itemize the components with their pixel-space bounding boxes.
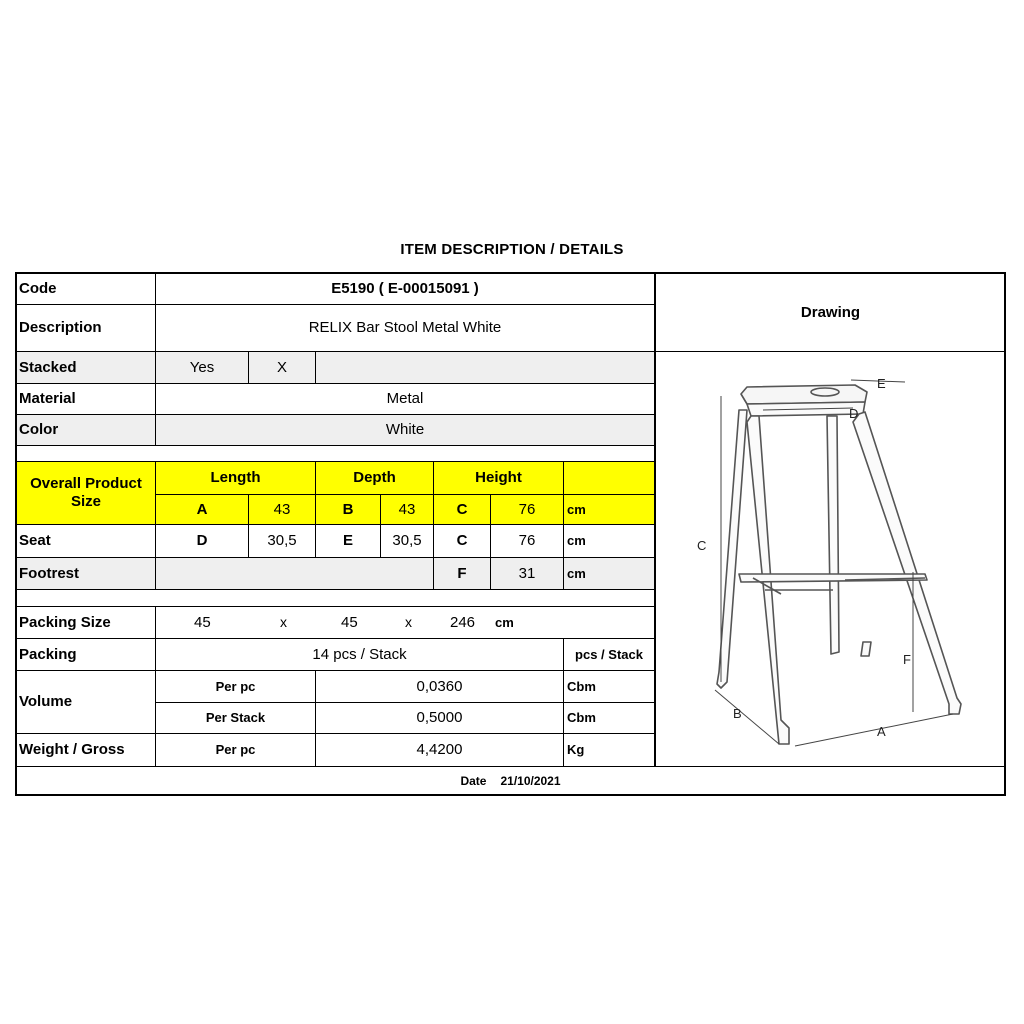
- packing-unit: pcs / Stack: [564, 639, 655, 671]
- seat-c-key: C: [434, 525, 491, 558]
- height-header: Height: [434, 462, 564, 495]
- volume-per-pc-label: Per pc: [156, 671, 316, 703]
- overall-header-blank: [564, 462, 655, 495]
- weight-value: 4,4200: [316, 734, 564, 766]
- length-header: Length: [156, 462, 316, 495]
- packing-size-x2: x: [405, 614, 412, 631]
- overall-size-label: Overall Product Size: [17, 462, 156, 525]
- code-label: Code: [17, 274, 156, 305]
- color-label: Color: [17, 415, 156, 446]
- dim-label-f: F: [903, 652, 911, 667]
- packing-size-unit: cm: [495, 614, 514, 630]
- seat-e-value: 30,5: [381, 525, 434, 558]
- footrest-blank: [156, 558, 434, 590]
- stool-outline: [717, 385, 961, 744]
- packing-size-x1: x: [280, 614, 287, 631]
- overall-b-key: B: [316, 495, 381, 525]
- volume-per-pc-unit: Cbm: [564, 671, 655, 703]
- stacked-label: Stacked: [17, 352, 156, 384]
- volume-per-stack-label: Per Stack: [156, 703, 316, 734]
- code-value: E5190 ( E-00015091 ): [156, 274, 655, 305]
- dim-label-b: B: [733, 706, 742, 721]
- date-row: [17, 766, 1004, 795]
- packing-size-height: 246: [450, 613, 476, 631]
- packing-size-label: Packing Size: [17, 607, 156, 639]
- spec-sheet: [15, 272, 1006, 796]
- drawing-divider: [655, 274, 656, 766]
- footrest-unit: cm: [564, 558, 655, 590]
- footrest-label: Footrest: [17, 558, 156, 590]
- footrest-f-key: F: [434, 558, 491, 590]
- packing-size-depth: 45: [341, 613, 358, 631]
- overall-c-value: 76: [491, 495, 564, 525]
- depth-header: Depth: [316, 462, 434, 495]
- spacer-row-2: [17, 590, 655, 607]
- seat-unit: cm: [564, 525, 655, 558]
- description-label: Description: [17, 305, 156, 352]
- date-value: 21/10/2021: [500, 774, 561, 788]
- spacer-row: [17, 446, 655, 462]
- seat-d-key: D: [156, 525, 249, 558]
- dim-label-a: A: [877, 724, 886, 739]
- stacked-option: Yes: [156, 352, 249, 384]
- document-title: ITEM DESCRIPTION / DETAILS: [400, 241, 624, 258]
- drawing-header: Drawing: [655, 274, 1006, 352]
- bar-stool-drawing: [655, 352, 1006, 766]
- weight-per-label: Per pc: [156, 734, 316, 766]
- footrest-f-value: 31: [491, 558, 564, 590]
- description-value: RELIX Bar Stool Metal White: [156, 305, 655, 352]
- material-label: Material: [17, 384, 156, 415]
- seat-e-key: E: [316, 525, 381, 558]
- weight-unit: Kg: [564, 734, 655, 766]
- dim-label-e: E: [877, 376, 886, 391]
- packing-value: 14 pcs / Stack: [156, 639, 564, 671]
- volume-per-stack-unit: Cbm: [564, 703, 655, 734]
- overall-a-value: 43: [249, 495, 316, 525]
- volume-per-pc-value: 0,0360: [316, 671, 564, 703]
- color-value: White: [156, 415, 655, 446]
- overall-unit: cm: [564, 495, 655, 525]
- drawing-panel: [655, 352, 1006, 766]
- weight-label: Weight / Gross: [17, 734, 156, 766]
- overall-b-value: 43: [381, 495, 434, 525]
- packing-size-width: 45: [194, 613, 211, 631]
- dim-label-c: C: [697, 538, 707, 553]
- dim-line-a: [795, 714, 953, 746]
- packing-label: Packing: [17, 639, 156, 671]
- stacked-mark: X: [249, 352, 316, 384]
- seat-d-value: 30,5: [249, 525, 316, 558]
- dim-line-b: [715, 690, 779, 744]
- volume-label: Volume: [17, 671, 156, 734]
- overall-a-key: A: [156, 495, 249, 525]
- date-label: Date: [460, 774, 487, 788]
- overall-c-key: C: [434, 495, 491, 525]
- volume-per-stack-value: 0,5000: [316, 703, 564, 734]
- seat-c-value: 76: [491, 525, 564, 558]
- seat-label: Seat: [17, 525, 156, 558]
- material-value: Metal: [156, 384, 655, 415]
- packing-size-row: [156, 607, 655, 639]
- dim-label-d: D: [849, 406, 859, 421]
- stacked-empty: [316, 352, 655, 384]
